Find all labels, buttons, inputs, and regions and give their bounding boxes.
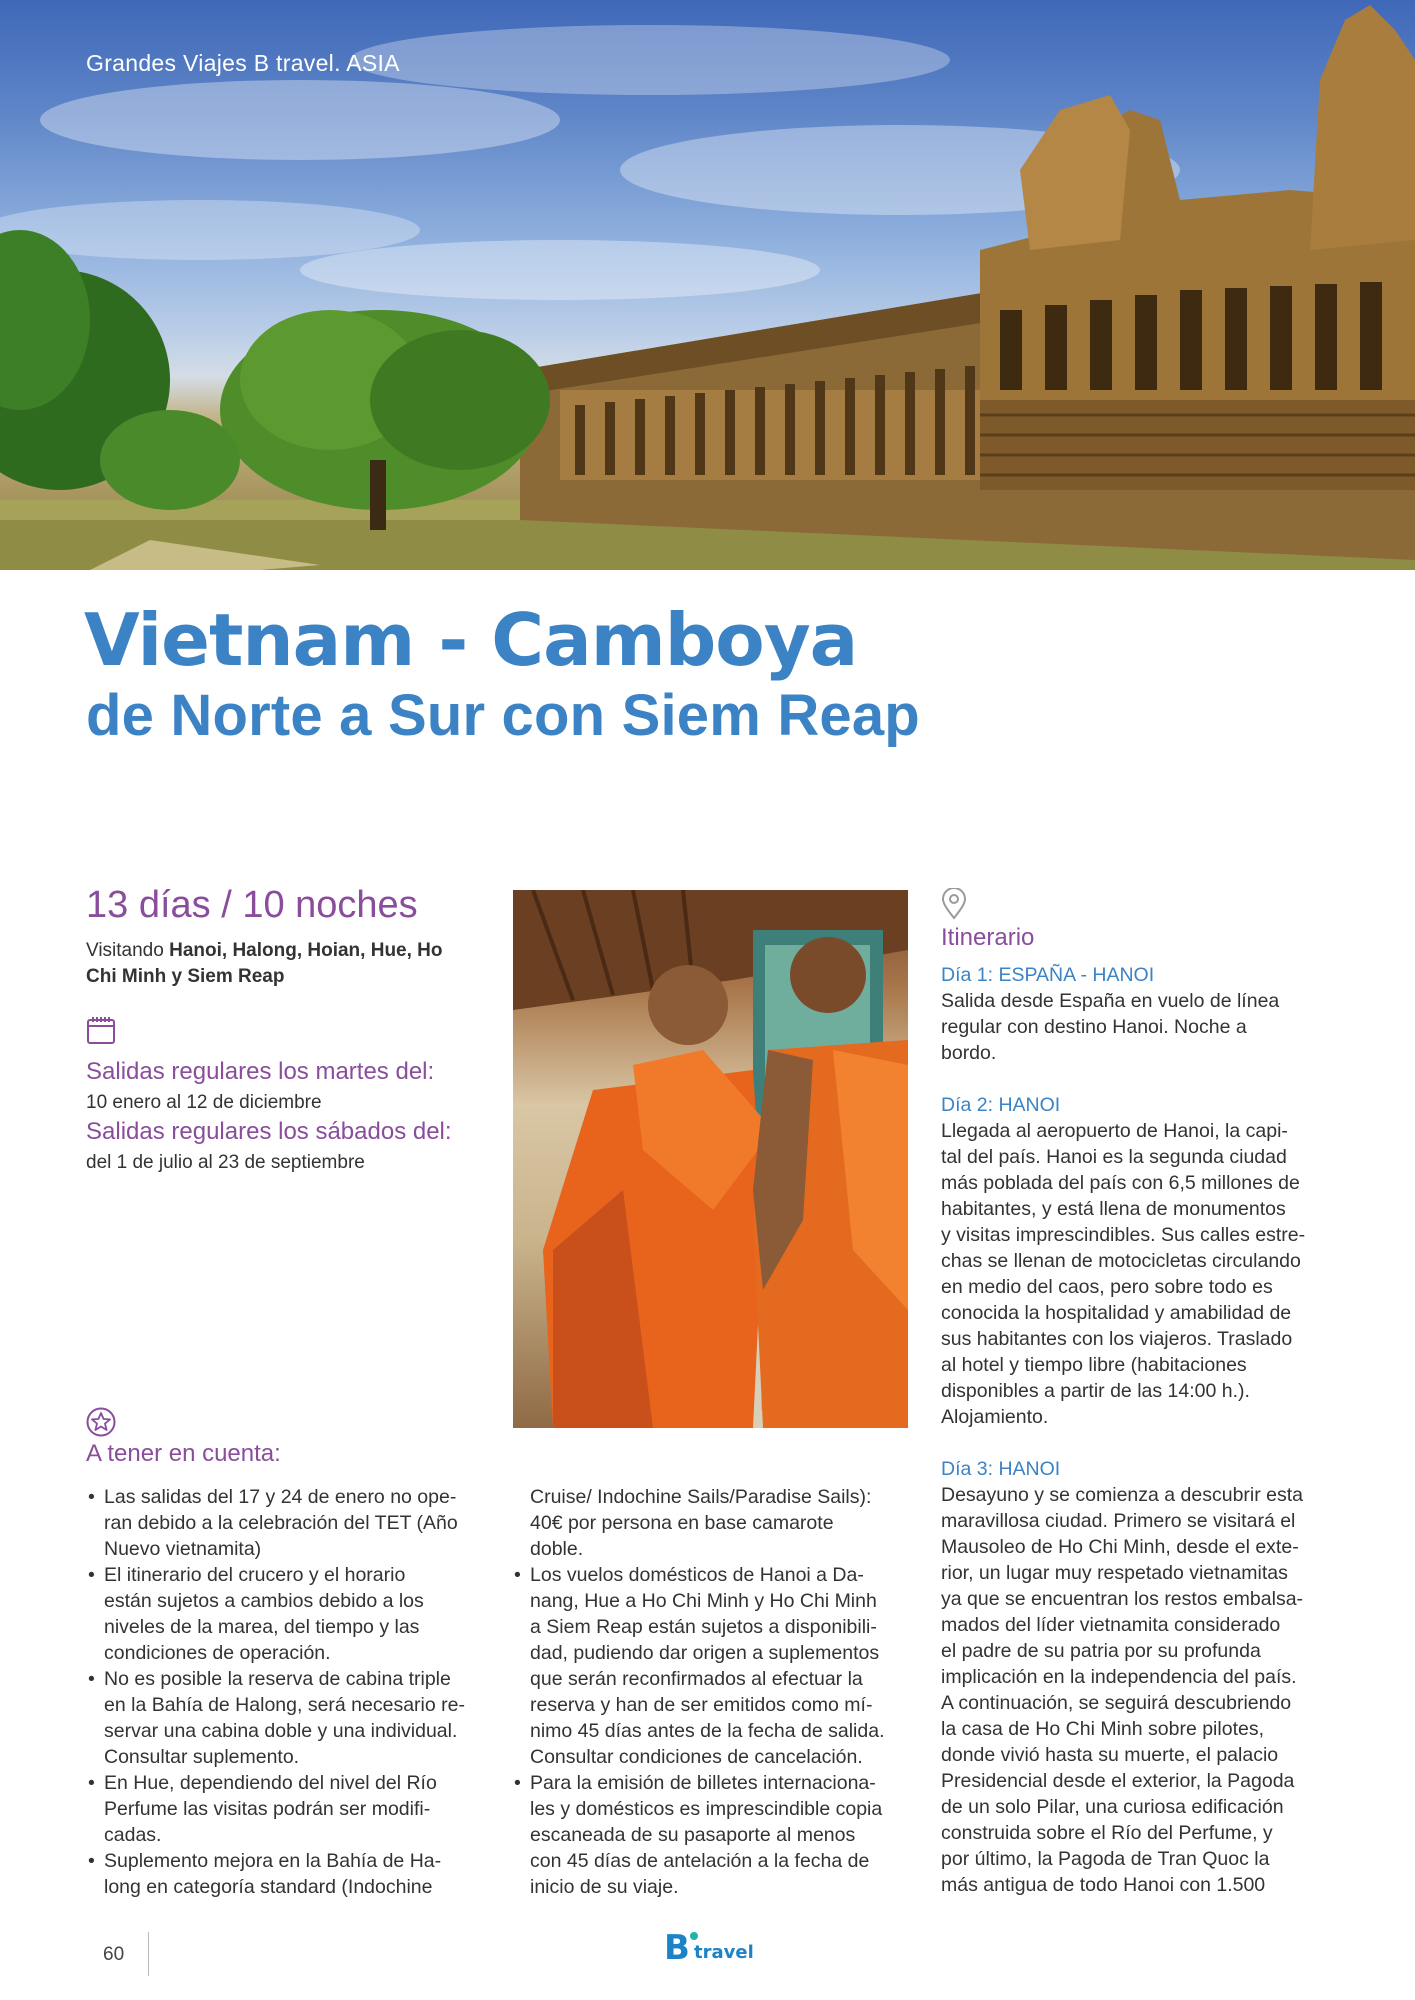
itinerary-day-text: Salida desde España en vuelo de línea (941, 990, 1280, 1012)
itinerary-day-text: habitantes, y está llena de monumentos (941, 1198, 1286, 1220)
note-line: Consultar condiciones de cancelación. (530, 1746, 863, 1768)
visiting-list: Hanoi, Halong, Hoian, Hue, Ho Chi Minh y Siem Reap (86, 940, 443, 987)
itinerary-day-text: más antigua de todo Hanoi con 1.500 (941, 1874, 1266, 1896)
note-line: a Siem Reap están sujetos a disponibili- (530, 1616, 877, 1638)
hero-caption: Grandes Viajes B travel. ASIA (86, 50, 400, 76)
itinerary-day-text: de un solo Pilar, una curiosa edificación (941, 1796, 1284, 1818)
itinerary-body (941, 962, 1341, 1898)
note-line: Perfume las visitas podrán ser modifi- (104, 1798, 431, 1820)
logo-word: travel (694, 1942, 754, 1963)
itinerary-day-text: Alojamiento. (941, 1406, 1049, 1428)
itinerary-day-text: al hotel y tiempo libre (habitaciones (941, 1354, 1247, 1376)
note-line: condiciones de operación. (104, 1642, 331, 1664)
departure-label-saturdays: Salidas regulares los sábados del: (86, 1118, 452, 1145)
itinerary-day-text: ya que se encuentran los restos embalsa- (941, 1588, 1304, 1610)
itinerary-day-text: bordo. (941, 1042, 997, 1064)
note-line: doble. (530, 1538, 584, 1560)
itinerary-day-text: implicación en la independencia del país. (941, 1666, 1297, 1688)
note-bullet-line: • No es posible la reserva de cabina triple (104, 1666, 494, 1692)
note-bullet-line: • Para la emisión de billetes internaciona- (530, 1770, 920, 1796)
note-line: cadas. (104, 1824, 162, 1846)
page-title: Vietnam - Camboya (84, 598, 858, 682)
location-pin-icon (940, 888, 968, 920)
itinerary-day-text: Mausoleo de Ho Chi Minh, desde el exte- (941, 1536, 1299, 1558)
departure-label-tuesdays: Salidas regulares los martes del: (86, 1058, 435, 1085)
note-bullet-line: • Las salidas del 17 y 24 de enero no ope- (104, 1484, 494, 1510)
itinerary-day-text: A continuación, se seguirá descubriendo (941, 1692, 1292, 1714)
itinerary-day-title: Día 3: HANOI (941, 1458, 1061, 1480)
notes-column-1 (104, 1484, 494, 1900)
notes-title: A tener en cuenta: (86, 1440, 281, 1467)
itinerary-day-text: Desayuno y se comienza a descubrir esta (941, 1484, 1304, 1506)
note-line: niveles de la marea, del tiempo y las (104, 1616, 420, 1638)
departure-value-saturdays: del 1 de julio al 23 de septiembre (86, 1152, 365, 1173)
note-line: nang, Hue a Ho Chi Minh y Ho Chi Minh (530, 1590, 877, 1612)
angkor-wat-illustration (0, 0, 1415, 570)
page-subtitle: de Norte a Sur con Siem Reap (86, 683, 920, 748)
itinerary-day-text: por último, la Pagoda de Tran Quoc la (941, 1848, 1270, 1870)
itinerary-day-text: maravillosa ciudad. Primero se visitará el (941, 1510, 1296, 1532)
notes-column-2 (530, 1484, 920, 1900)
itinerary-day-text: el padre de su patria por su profunda (941, 1640, 1261, 1662)
logo-dot (690, 1932, 698, 1940)
logo-letter: B (664, 1928, 690, 1968)
note-line: en la Bahía de Halong, será necesario re- (104, 1694, 465, 1716)
note-line: dad, pudiendo dar origen a suplementos (530, 1642, 880, 1664)
note-bullet-line: • El itinerario del crucero y el horario (104, 1562, 494, 1588)
note-line: ran debido a la celebración del TET (Año (104, 1512, 458, 1534)
star-circle-icon (85, 1406, 117, 1438)
itinerary-day-text: Llegada al aeropuerto de Hanoi, la capi- (941, 1120, 1288, 1142)
itinerary-day-text: tal del país. Hanoi es la segunda ciudad (941, 1146, 1287, 1168)
note-line: Consultar suplemento. (104, 1746, 300, 1768)
itinerary-day-text: la casa de Ho Chi Minh sobre pilotes, (941, 1718, 1264, 1740)
day-spacer (941, 1430, 1341, 1456)
note-line: Nuevo vietnamita) (104, 1538, 262, 1560)
page-number: 60 (103, 1944, 125, 1965)
itinerary-day-text: en medio del caos, pero sobre todo es (941, 1276, 1273, 1298)
hero-image (0, 0, 1415, 570)
departure-value-tuesdays: 10 enero al 12 de diciembre (86, 1092, 322, 1113)
itinerary-day-text: disponibles a partir de las 14:00 h.). (941, 1380, 1250, 1402)
itinerary-day-text: construida sobre el Río del Perfume, y (941, 1822, 1273, 1844)
note-line: inicio de su viaje. (530, 1876, 679, 1898)
note-bullet-line: • En Hue, dependiendo del nivel del Río (104, 1770, 494, 1796)
note-line: nimo 45 días antes de la fecha de salida. (530, 1720, 885, 1742)
note-line: están sujetos a cambios debido a los (104, 1590, 424, 1612)
note-line: con 45 días de antelación a la fecha de (530, 1850, 870, 1872)
monks-photo (513, 890, 908, 1428)
note-line: les y domésticos es imprescindible copia (530, 1798, 883, 1820)
trip-duration: 13 días / 10 noches (86, 884, 418, 926)
footer-divider (148, 1932, 149, 1976)
note-bullet-line: • Suplemento mejora en la Bahía de Ha- (104, 1848, 494, 1874)
itinerary-day-text: sus habitantes con los viajeros. Traslado (941, 1328, 1293, 1350)
itinerary-day-text: chas se llenan de motocicletas circulando (941, 1250, 1301, 1272)
note-line: Cruise/ Indochine Sails/Paradise Sails): (530, 1486, 872, 1508)
calendar-icon (85, 1014, 117, 1046)
note-line: escaneada de su pasaporte al menos (530, 1824, 856, 1846)
itinerary-day-text: rior, un lugar muy respetado vietnamitas (941, 1562, 1288, 1584)
itinerary-day-text: donde vivió hasta su muerte, el palacio (941, 1744, 1279, 1766)
itinerary-day-text: conocida la hospitalidad y amabilidad de (941, 1302, 1292, 1324)
note-line: que serán reconfirmados al efectuar la (530, 1668, 863, 1690)
itinerary-day-title: Día 1: ESPAÑA - HANOI (941, 964, 1155, 986)
visiting-prefix: Visitando (86, 940, 170, 961)
day-spacer (941, 1066, 1341, 1092)
note-line: long en categoría standard (Indochine (104, 1876, 433, 1898)
itinerary-title: Itinerario (941, 924, 1035, 951)
visiting-places (86, 938, 466, 990)
itinerary-day-text: Presidencial desde el exterior, la Pagoda (941, 1770, 1295, 1792)
note-bullet-line: • Los vuelos domésticos de Hanoi a Da- (530, 1562, 920, 1588)
itinerary-day-text: y visitas imprescindibles. Sus calles estre- (941, 1224, 1306, 1246)
note-line: reserva y han de ser emitidos como mí- (530, 1694, 873, 1716)
btravel-logo (664, 1928, 764, 1968)
note-line: 40€ por persona en base camarote (530, 1512, 834, 1534)
note-line: servar una cabina doble y una individual. (104, 1720, 458, 1742)
itinerary-day-text: más poblada del país con 6,5 millones de (941, 1172, 1300, 1194)
itinerary-day-title: Día 2: HANOI (941, 1094, 1061, 1116)
monks-illustration (513, 890, 908, 1428)
itinerary-day-text: mados del líder vietnamita considerado (941, 1614, 1281, 1636)
itinerary-day-text: regular con destino Hanoi. Noche a (941, 1016, 1247, 1038)
